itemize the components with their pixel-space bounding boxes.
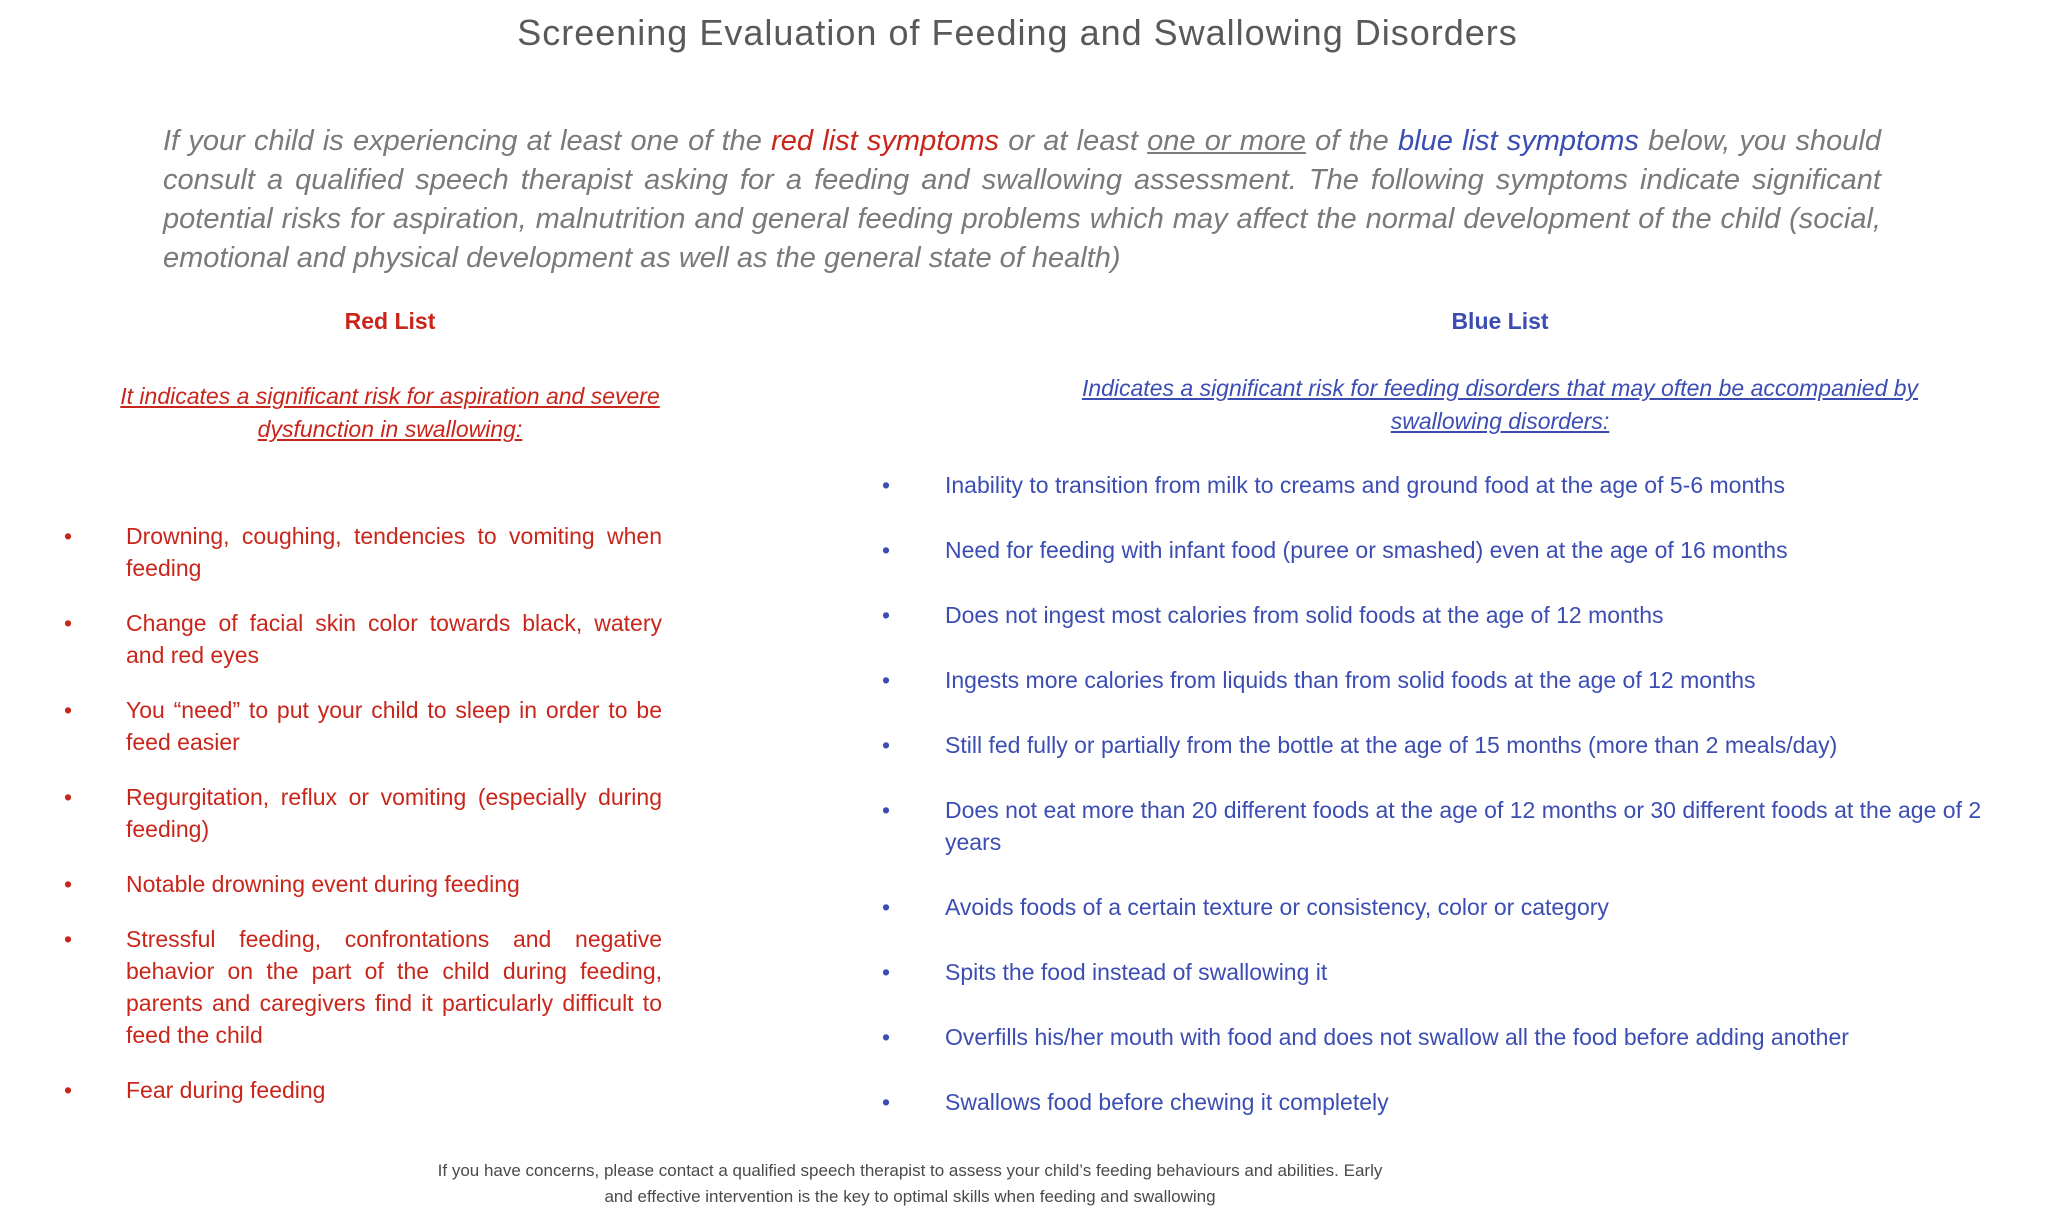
bullet-icon: • (64, 871, 73, 897)
red-list-item (64, 694, 662, 758)
blue-symptom-list (882, 469, 1995, 1151)
blue-list-item-text: Avoids foods of a certain texture or consistency, color or category (945, 894, 1609, 920)
bullet-icon: • (64, 610, 73, 636)
intro-red-list-phrase: red list symptoms (771, 125, 1000, 157)
blue-list-item (882, 1021, 1995, 1053)
bullet-icon: • (882, 1089, 891, 1115)
red-list-item (64, 923, 662, 1051)
blue-list-item-text: Does not eat more than 20 different foods at the age of 12 months or 30 different foods at the age of 2 years (945, 797, 1982, 855)
intro-text-4: below, you should consult a qualified speech therapist asking for a feeding and swallowing assessment. The following symptoms indicate significant potential risks for aspiration, malnutrition and general feeding problems which may affect the normal development of the child (social, emotional and physical development as well as the general state of health) (163, 125, 1881, 274)
bullet-icon: • (882, 602, 891, 628)
blue-list-item-text: Need for feeding with infant food (puree or smashed) even at the age of 16 months (945, 537, 1788, 563)
bullet-icon: • (64, 523, 73, 549)
red-list-item (64, 868, 662, 900)
bullet-icon: • (882, 959, 891, 985)
page-title: Screening Evaluation of Feeding and Swallowing Disorders (517, 12, 1518, 53)
footer-note (360, 1158, 1460, 1210)
red-list-item (64, 607, 662, 671)
blue-list-item (882, 469, 1995, 501)
red-list-item-text: Stressful feeding, confrontations and negative behavior on the part of the child during feeding, parents and caregivers find it particularly difficult to feed the child (126, 926, 662, 1048)
bullet-icon: • (64, 697, 73, 723)
bullet-icon: • (64, 926, 73, 952)
bullet-icon: • (882, 472, 891, 498)
footer-line-1: If you have concerns, please contact a qualified speech therapist to assess your child’s feeding behaviours and abilities. Early (437, 1161, 1383, 1180)
bullet-icon: • (882, 797, 891, 823)
blue-list-item (882, 664, 1995, 696)
intro-blue-list-phrase: blue list symptoms (1398, 125, 1639, 157)
intro-text-2: or at least (999, 125, 1148, 157)
blue-list-subheading: Indicates a significant risk for feeding disorders that may often be accompanied by swallowing disorders: (1081, 375, 1919, 434)
blue-list-item (882, 1086, 1995, 1118)
bullet-icon: • (882, 667, 891, 693)
red-list-item (64, 520, 662, 584)
red-list-item-text: Regurgitation, reflux or vomiting (especially during feeding) (126, 784, 662, 842)
red-list-item (64, 781, 662, 845)
blue-list-item-text: Still fed fully or partially from the bottle at the age of 15 months (more than 2 meals/day) (945, 732, 1838, 758)
blue-list-item (882, 729, 1995, 761)
red-list-item-text: Change of facial skin color towards black, watery and red eyes (126, 610, 662, 668)
blue-list-item-text: Overfills his/her mouth with food and does not swallow all the food before adding another (945, 1024, 1849, 1050)
intro-text-3: of the (1305, 125, 1399, 157)
red-list-item-text: Fear during feeding (126, 1077, 326, 1103)
bullet-icon: • (882, 537, 891, 563)
blue-list-item-text: Spits the food instead of swallowing it (945, 959, 1328, 985)
red-list-item-text: You “need” to put your child to sleep in order to be feed easier (126, 697, 662, 755)
red-list-heading: Red List (344, 308, 436, 334)
blue-list-item-text: Inability to transition from milk to creams and ground food at the age of 5-6 months (945, 472, 1785, 498)
red-list-item-text: Notable drowning event during feeding (126, 871, 520, 897)
bullet-icon: • (64, 1077, 73, 1103)
intro-one-or-more-phrase: one or more (1147, 125, 1306, 157)
blue-list-item-text: Swallows food before chewing it completely (945, 1089, 1389, 1115)
intro-text-1: If your child is experiencing at least one of the (163, 125, 772, 157)
blue-list-item-text: Does not ingest most calories from solid foods at the age of 12 months (945, 602, 1664, 628)
blue-list-heading: Blue List (1451, 308, 1549, 334)
blue-list-item (882, 599, 1995, 631)
red-list-item (64, 1074, 662, 1106)
blue-list-item (882, 794, 1995, 858)
red-list-item-text: Drowning, coughing, tendencies to vomiting when feeding (126, 523, 662, 581)
footer-line-2: and effective intervention is the key to optimal skills when feeding and swallowing (604, 1187, 1216, 1206)
red-list-subheading: It indicates a significant risk for aspiration and severe dysfunction in swallowing: (120, 383, 660, 442)
intro-paragraph (163, 122, 1881, 278)
bullet-icon: • (882, 1024, 891, 1050)
red-symptom-list (64, 520, 662, 1129)
blue-list-item (882, 956, 1995, 988)
bullet-icon: • (882, 894, 891, 920)
blue-list-item-text: Ingests more calories from liquids than from solid foods at the age of 12 months (945, 667, 1756, 693)
blue-list-item (882, 534, 1995, 566)
blue-list-item (882, 891, 1995, 923)
bullet-icon: • (882, 732, 891, 758)
bullet-icon: • (64, 784, 73, 810)
